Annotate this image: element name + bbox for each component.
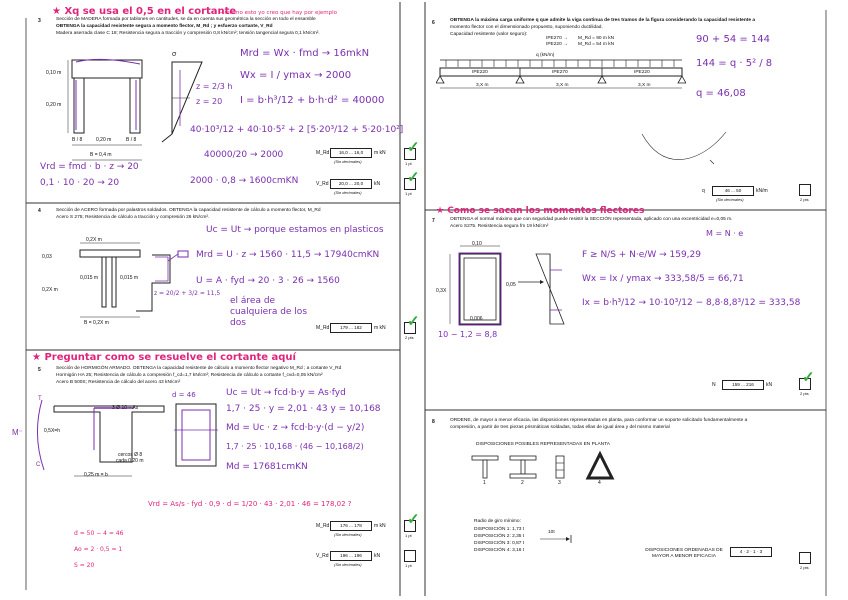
p5-ans2-label: V_Rd	[316, 553, 329, 559]
p7-hw-2: Wx = Ix / ymax → 333,58/5 = 66,71	[582, 274, 744, 284]
p5-check-box-2[interactable]	[404, 550, 416, 562]
p8-ans-field[interactable]: 4 · 2 · 1 · 3	[730, 547, 772, 557]
p3-formula-4: 40·10³/12 + 40·10·5² + 2 [5·20³/12 + 5·20·10²]	[190, 125, 404, 135]
p6-ans-unit: kN/m	[756, 188, 768, 194]
p4-dim-height: 0,2X m	[42, 287, 58, 293]
p5-hw-5: Md = 17681cmKN	[226, 462, 308, 472]
p6-check-box[interactable]	[799, 184, 811, 196]
p7-pts: 2 pts	[800, 391, 809, 396]
p7-section-drawing	[440, 240, 580, 340]
p4-ans-label: M_Rd	[316, 325, 330, 331]
p5-dim-cada: cada 0,20 m	[116, 458, 144, 464]
p8-check-box[interactable]	[799, 552, 811, 564]
p6-ipe220: IPE220 →	[546, 42, 568, 47]
p5-ans2-unit: kN	[374, 553, 381, 559]
p5-line2: Hormigón HA 25; Resistencia de cálculo a compresión f_cd=1,7 kN/cm²; Resistencia de cálculo a cortante f_cvd=0,05 kN/cm²	[56, 373, 323, 378]
p8-box-title: DISPOSICIONES POSIBLES REPRESENTADAS EN PLANTA	[476, 442, 610, 447]
p6-beam-3: IPE220	[634, 70, 650, 75]
p4-hw-1: Uc = Ut → porque estamos en plasticos	[206, 225, 384, 235]
p8-label-1: 1	[483, 480, 486, 486]
p4-dim-web1: 0,015 m	[80, 275, 99, 281]
p6-mrd2: M_Rd = 54 m kN	[578, 42, 615, 47]
p4-hw-2: Mrd = U · z → 1560 · 11,5 → 17940cmKN	[196, 250, 380, 260]
p6-span-3: 3,X m	[638, 83, 651, 88]
p6-ans-label: q	[702, 188, 705, 194]
p6-beam-1: IPE220	[472, 70, 488, 75]
p3-ans1-sd: (Sin decimales)	[334, 159, 362, 164]
p4-dim-003: 0,03	[42, 254, 52, 260]
p4-dim-flange: 0,2X m	[86, 237, 102, 243]
p3-line2: OBTENGA la capacidad resistente segura a momento flector, M_Rd ; y esfuerzo cortante, V_Rd	[56, 24, 273, 29]
p6-span-2: 3,X m	[556, 83, 569, 88]
p3-pts-2: 1 pt	[405, 191, 412, 196]
p3-z: z = 2/3 h	[196, 82, 233, 91]
p3-dim-mid: 0,20 m	[46, 102, 62, 108]
p3-line3: Madera aserrada clase C 18; Resistencia segura a tracción y compresión 0,8 kN/cm²; tensión tangencial segura 0,1 kN/cm².	[56, 31, 320, 36]
p6-ipe270: IPE270 →	[546, 36, 568, 41]
p5-dim-b: 0,25 m = b	[84, 472, 108, 478]
p5-ans1-field[interactable]: 176 ... 178	[330, 521, 372, 531]
p5-ans2-sd: (Sin decimales)	[334, 562, 362, 567]
p3-pts-1: 1 pt	[405, 161, 412, 166]
p3-formula-2: Wx = I / ymax → 2000	[240, 70, 352, 81]
p4-check-mark: ✓	[407, 313, 420, 330]
p7-dim-ecc: 0,05	[506, 282, 516, 288]
p4-hw-3: U = A · fyd → 20 · 3 · 26 → 1560	[196, 276, 340, 286]
p7-ans-label: N	[712, 382, 716, 388]
p6-number: 6	[432, 20, 435, 26]
p3-check-mark-1: ✓	[407, 139, 420, 156]
p6-line2: momento flector con el dimensionado propuesto, suponiendo ductilidad.	[450, 25, 603, 30]
p3-check-mark-2: ✓	[407, 169, 420, 186]
p6-scribble	[640, 130, 730, 170]
p5-line3: Acero B 500S; Resistencia de cálculo del acero 43 kN/cm²	[56, 380, 181, 385]
p7-hw-3: Ix = b·h³/12 → 10·10³/12 − 8,8·8,8³/12 = 333,58	[582, 298, 801, 308]
p7-dim-height: 0,3X	[436, 288, 447, 294]
p8-label-3: 3	[558, 480, 561, 486]
p7-check-mark: ✓	[802, 369, 815, 386]
p6-hw-1: 90 + 54 = 144	[696, 34, 771, 45]
p8-radio-3: DISPOSICIÓN 3: 0,87 t	[474, 541, 525, 546]
p3-formula-6: 2000 · 0,8 → 1600cmKN	[190, 176, 299, 186]
p5-hw-7: d = 50 − 4 = 46	[74, 530, 124, 537]
p6-beam-2: IPE270	[552, 70, 568, 75]
p3-number: 3	[38, 18, 41, 24]
p5-d46: d = 46	[172, 391, 196, 399]
p5-pts-2: 1 pt	[405, 563, 412, 568]
p3-dim-020: 0,20 m	[96, 137, 112, 143]
p8-label-4: 4	[598, 480, 601, 486]
p6-span-1: 3,X m	[476, 83, 489, 88]
p4-line1: Sección de ACERO formada por palastros soldados. OBTENGA la capacidad resistente de cálculo a momento flector, M_Rd	[56, 208, 321, 213]
p3-z2: z = 20	[196, 97, 223, 106]
p3-section-drawing	[40, 50, 223, 170]
p3-dim-b8a: B / 8	[72, 137, 83, 143]
p3-ans2-label: V_Rd	[316, 181, 329, 187]
p7-line2: Acero S275. Resistencia segura fm 19 kN/cm²	[450, 224, 549, 229]
p4-pts: 2 pts	[405, 335, 414, 340]
p3-formula-3: I = b·h³/12 + b·h·d² = 40000	[240, 95, 385, 106]
p5-number: 5	[38, 367, 41, 373]
p5-T: T	[38, 396, 42, 402]
p7-dim-width: 0,10	[472, 241, 482, 247]
p3-formula-5: 40000/20 → 2000	[204, 150, 284, 160]
p5-dim-cercos: cercos Ø 8	[118, 452, 143, 458]
p8-line1: ORDENE, de mayor a menor eficacia, las disposiciones representadas en planta, para conformar un soporte solicitado fundamentalmente a	[450, 418, 748, 423]
p8-radio-4: DISPOSICIÓN 4: 3,16 t	[474, 548, 525, 553]
p3-note: ★ Xq se usa el 0,5 en el cortante	[52, 6, 237, 17]
p6-ans-field[interactable]: 46 ... 50	[712, 186, 754, 196]
p8-line2: compresión, a partir de tres piezas prismáticas soldadas, todas ellas de igual área y del mismo material	[450, 425, 670, 430]
p4-number: 4	[38, 208, 41, 214]
p8-number: 8	[432, 419, 435, 425]
p5-hw-8: Ao = 2 · 0,5 = 1	[74, 546, 123, 553]
p7-ans-unit: kN	[766, 382, 773, 388]
p4-hw-4: z = 20/2 + 3/2 = 11,5	[154, 290, 221, 297]
p4-ans-unit: m kN	[374, 325, 386, 331]
p8-radio-1: DISPOSICIÓN 1: 1,73 t	[474, 527, 525, 532]
p6-pts: 2 pts	[800, 197, 809, 202]
p5-C: C	[36, 462, 41, 468]
p3-line1: Sección de MADERA formada por tablones en cantitudes, se da en cuenta sus geométrica la sección en todo el ensamble	[56, 17, 316, 22]
p4-line2: Acero S 275; Resistencia de cálculo a tracción y compresión 26 kN/cm².	[56, 215, 210, 220]
p6-line3: Capacidad resistente (valor seguro):	[450, 32, 528, 37]
p5-dim-as: 3 Ø 10 = As	[112, 405, 139, 411]
p5-hw-9: S = 20	[74, 562, 95, 569]
p8-t-arrow	[538, 532, 578, 546]
p5-dim-h: 0,5X=h	[44, 428, 60, 434]
p5-ans1-label: M_Rd	[316, 523, 330, 529]
p5-hw-6: Vrd = As/s · fyd · 0,9 · d = 1/20 · 43 · 2,01 · 46 = 178,02 ?	[148, 500, 352, 508]
p3-vrd-2: 0,1 · 10 · 20 → 20	[40, 178, 120, 188]
p4-hw-5: el área de cualquiera de los dos	[230, 296, 308, 328]
p3-note2: ← mismo esto yo creo que hay por ejemplo	[218, 10, 337, 16]
p7-number: 7	[432, 218, 435, 224]
p8-label-2: 2	[521, 480, 524, 486]
p5-ans1-unit: m kN	[374, 523, 386, 529]
p3-dim-top: 0,10 m	[46, 70, 62, 76]
p3-ans2-sd: (Sin decimales)	[334, 190, 362, 195]
p3-ans1-field[interactable]: 16,0 ... 16,0	[330, 148, 372, 158]
p5-hw-1: Uc = Ut → fcd·b·y = As·fyd	[226, 388, 346, 398]
p5-line1: Sección de HORMIGÓN ARMADO. OBTENGA la capacidad resistente de cálculo a momento flector negativo M_Rd ; a cortante V_Rd	[56, 366, 342, 371]
p6-beam-drawing	[436, 52, 686, 102]
p8-radio-title: Radio de giro mínimo:	[474, 519, 521, 524]
p3-ans2-field[interactable]: 20,0 ... 20,0	[330, 179, 372, 189]
p6-q-label: q (kN/m)	[536, 53, 555, 58]
p6-hw-2: 144 = q · 5² / 8	[696, 58, 773, 69]
p6-line1: OBTENGA la máxima carga uniforme q que admite la viga continua de tres tramos de la figura considerando la capacidad resistente a	[450, 18, 756, 23]
p3-ans1-unit: m kN	[374, 150, 386, 156]
p5-pts-1: 1 pt	[405, 533, 412, 538]
p5-ans2-field[interactable]: 196 ... 196	[330, 551, 372, 561]
p5-moment: M⁻	[12, 428, 23, 437]
p7-mne: M = N · e	[706, 229, 744, 238]
p6-mrd1: M_Rd = 90 m kN	[578, 36, 615, 41]
p4-dim-B: B = 0,2X m	[84, 320, 109, 326]
p8-radio-2: DISPOSICIÓN 2: 2,35 t	[474, 534, 525, 539]
p4-ans-field[interactable]: 179 ... 182	[330, 323, 372, 333]
svg-text:σ: σ	[172, 51, 177, 58]
p5-hw-4: 1,7 · 25 · 10,168 · (46 − 10,168/2)	[226, 442, 364, 451]
p5-hw-3: Md = Uc · z → fcd·b·y·(d − y/2)	[226, 423, 365, 433]
p3-dim-b8b: B / 8	[126, 137, 137, 143]
p3-formula-1: Mrd = Wx · fmd → 16mkN	[240, 48, 370, 59]
p6-hw-3: q = 46,08	[696, 88, 746, 99]
p7-dim-thick: 0,006	[470, 316, 483, 322]
p7-line1: OBTENGA el normal máximo que con seguridad puede resistir la SECCIÓN representada, aplicado con una excentricidad e=0,05 m.	[450, 217, 733, 222]
p3-ans2-unit: kN	[374, 181, 381, 187]
p7-hw-bottom: 10 − 1,2 = 8,8	[438, 330, 498, 339]
p5-hw-2: 1,7 · 25 · y = 2,01 · 43 y = 10,168	[226, 404, 381, 414]
p7-ans-field[interactable]: 159 ... 216	[722, 380, 764, 390]
p6-ans-sd: (Sin decimales)	[716, 197, 744, 202]
p3-vrd-1: Vrd = fmd · b · z → 20	[40, 162, 139, 172]
p5-note: ★ Preguntar como se resuelve el cortante aquí	[32, 352, 296, 363]
p7-note: ★ Como se sacan los momentos flectores	[436, 206, 645, 216]
p3-dim-B: B = 0,4 m	[90, 152, 112, 158]
p7-hw-1: F ≥ N/S + N·e/W → 159,29	[582, 250, 701, 260]
p5-ans1-sd: (Sin decimales)	[334, 532, 362, 537]
p8-ordered-label: DISPOSICIONES ORDENADAS DE MAYOR A MENOR EFICACIA	[645, 548, 723, 559]
p8-t-label: 10t	[548, 530, 555, 535]
p4-dim-web2: 0,015 m	[120, 275, 139, 281]
p3-ans1-label: M_Rd	[316, 150, 330, 156]
p5-check-mark-1: ✓	[407, 511, 420, 528]
p8-pts: 2 pts	[800, 565, 809, 570]
